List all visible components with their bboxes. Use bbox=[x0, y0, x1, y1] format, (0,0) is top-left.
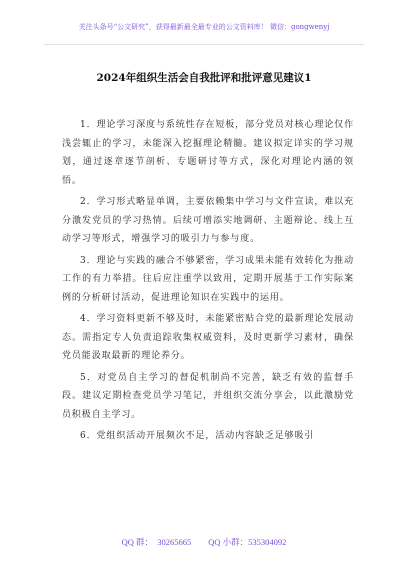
header-banner: 关注头条号“公文研究”，获得最新最全最专业的公文资料库！ 微信：gongwenyj bbox=[78, 23, 330, 31]
document-body bbox=[62, 116, 354, 449]
document-title: 2024年组织生活会自我批评和批评意见建议1 bbox=[96, 72, 312, 84]
paragraph-3: 3．理论与实践的融合不够紧密，学习成果未能有效转化为推动工作的有力举措。往后应注重学以致用，定期开展基于工作实际案例的分析研讨活动，促进理论知识在实践中的运用。 bbox=[62, 255, 354, 303]
footer-qq-groups: QQ 群： 30265665 QQ 小群：535304092 bbox=[121, 537, 287, 547]
paragraph-4: 4．学习资料更新不够及时，未能紧密贴合党的最新理论发展动态。需指定专人负责追踪收集权威资料，及时更新学习素材，确保党员能汲取最新的理论养分。 bbox=[62, 314, 354, 361]
header-divider bbox=[44, 44, 364, 45]
paragraph-5: 5．对党员自主学习的督促机制尚不完善，缺乏有效的监督手段。建议定期检查党员学习笔记，并组织交流分享会，以此激励党员积极自主学习。 bbox=[62, 372, 354, 420]
paragraph-2: 2．学习形式略显单调，主要依赖集中学习与文件宣读，难以充分激发党员的学习热情。后续可增添实地调研、主题辩论、线上互动学习等形式，增强学习的吸引力与参与度。 bbox=[62, 197, 354, 244]
paragraph-6: 6．党组织活动开展频次不足，活动内容缺乏足够吸引 bbox=[80, 431, 315, 441]
paragraph-1: 1．理论学习深度与系统性存在短板，部分党员对核心理论仅作浅尝辄止的学习，未能深入挖掘理论精髓。建议拟定详实的学习规划，通过逐章逐节剖析、专题研讨等方式，深化对理论内涵的领悟。 bbox=[62, 120, 354, 186]
